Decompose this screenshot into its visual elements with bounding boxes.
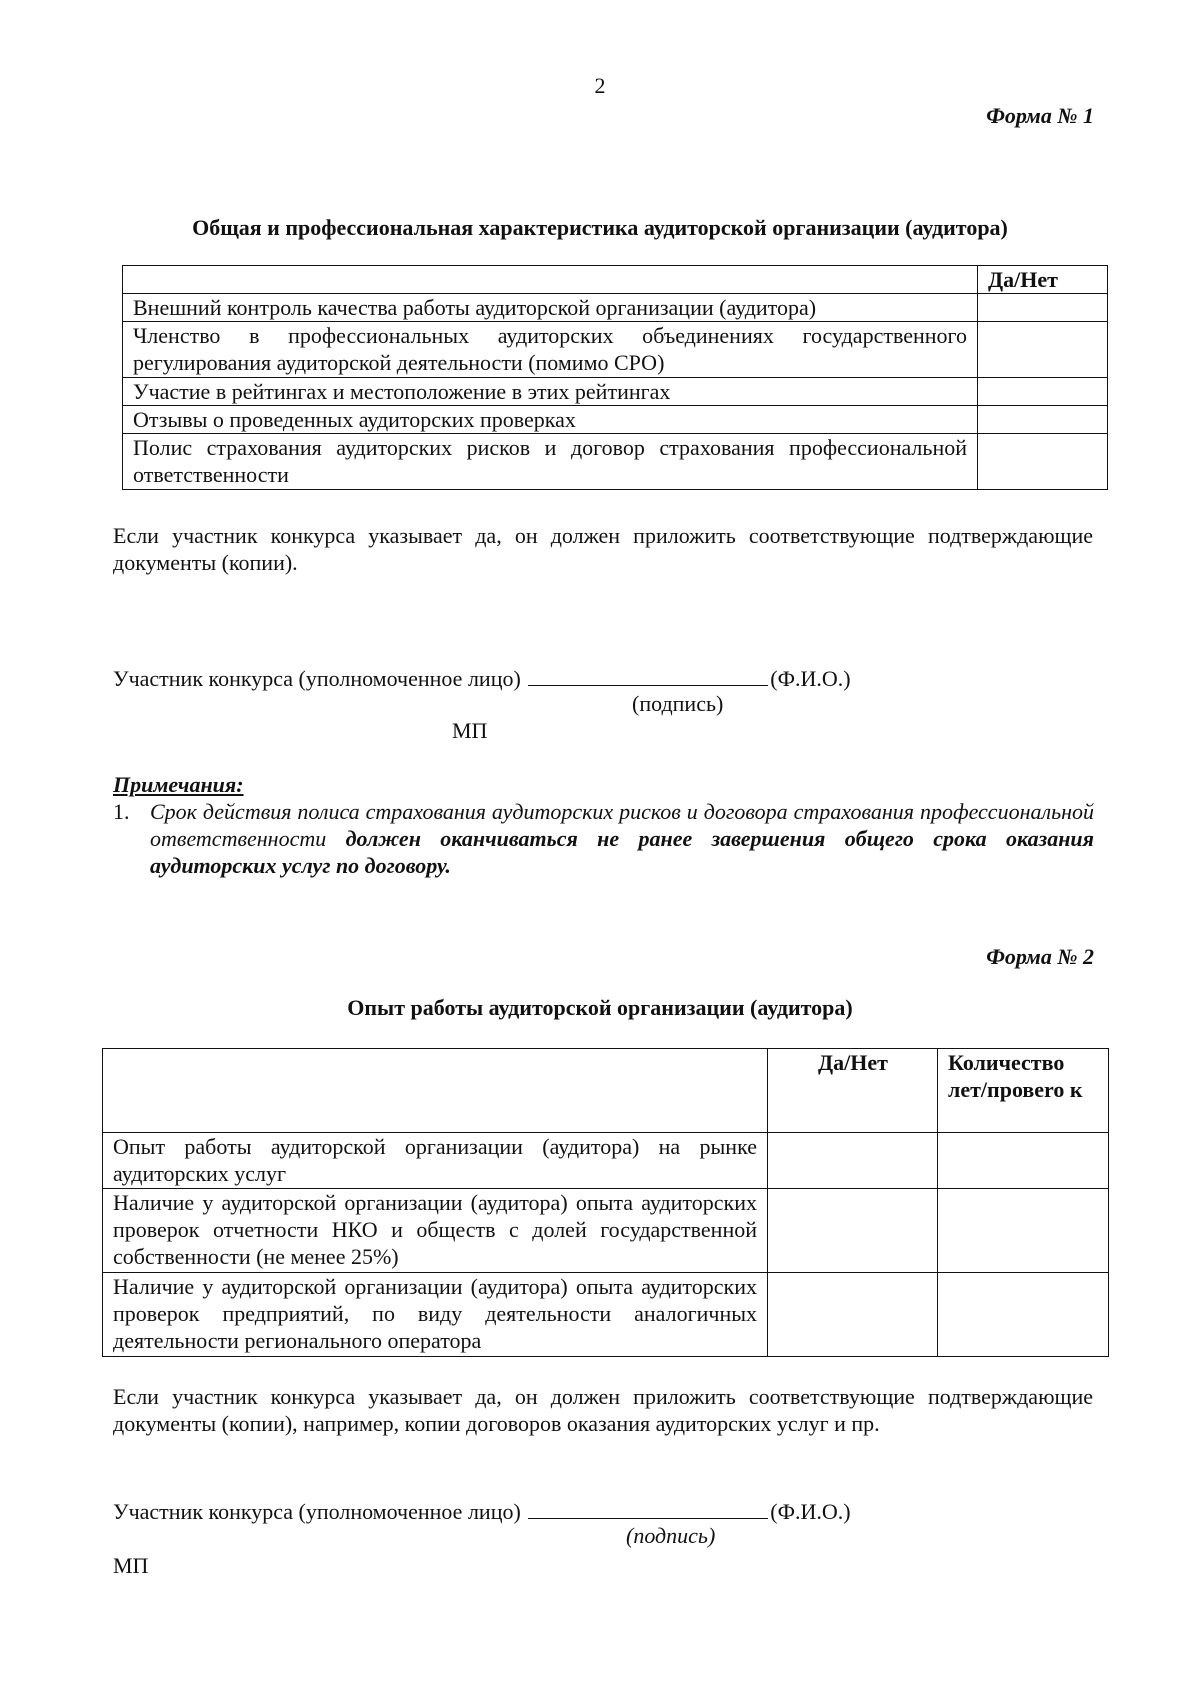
signature-prefix: Участник конкурса (уполномоченное лицо) xyxy=(113,1499,521,1524)
row-yes-no-cell[interactable] xyxy=(978,434,1108,490)
row-count-cell[interactable] xyxy=(938,1273,1109,1357)
form1-table xyxy=(122,265,1108,490)
form2-stamp: МП xyxy=(113,1553,149,1578)
row-text: Отзывы о проведенных аудиторских проверках xyxy=(123,406,978,434)
row-yes-no-cell[interactable] xyxy=(768,1273,938,1357)
form1-title: Общая и профессиональная характеристика аудиторской организации (аудитора) xyxy=(192,215,1008,240)
row-text: Участие в рейтингах и местоположение в этих рейтингах xyxy=(123,378,978,406)
signature-suffix: (Ф.И.О.) xyxy=(770,1499,851,1524)
remarks-heading: Примечания: xyxy=(113,772,244,797)
signature-blank[interactable] xyxy=(528,1496,768,1519)
remark-bold-text: должен оканчиваться не ранее завершения общего срока оказания аудиторских услуг по договору. xyxy=(150,826,1094,878)
signature-prefix: Участник конкурса (уполномоченное лицо) xyxy=(113,666,521,691)
form2-signature-caption: (подпись) xyxy=(626,1523,716,1548)
row-yes-no-cell[interactable] xyxy=(768,1189,938,1273)
table-header-row xyxy=(123,266,1108,294)
table-row xyxy=(123,434,1108,490)
row-yes-no-cell[interactable] xyxy=(978,294,1108,322)
form1-signature-line xyxy=(113,663,1093,692)
signature-blank[interactable] xyxy=(528,663,768,686)
page-number: 2 xyxy=(594,73,606,98)
signature-suffix: (Ф.И.О.) xyxy=(770,666,851,691)
form1-stamp: МП xyxy=(452,718,488,743)
form2-signature-line xyxy=(113,1496,1093,1525)
row-yes-no-cell[interactable] xyxy=(978,406,1108,434)
table-row xyxy=(103,1273,1109,1357)
table-header-yes-no: Да/Нет xyxy=(978,266,1108,294)
form2-table xyxy=(102,1048,1109,1357)
row-yes-no-cell[interactable] xyxy=(978,378,1108,406)
row-text: Наличие у аудиторской организации (аудитора) опыта аудиторских проверок отчетности НКО и обществ с долей государственной собственности (не менее 25%) xyxy=(103,1189,768,1273)
table-header-empty xyxy=(123,266,978,294)
table-row xyxy=(123,406,1108,434)
table-row xyxy=(123,294,1108,322)
table-row xyxy=(123,378,1108,406)
row-count-cell[interactable] xyxy=(938,1189,1109,1273)
form1-label: Форма № 1 xyxy=(986,103,1094,128)
row-text: Наличие у аудиторской организации (аудитора) опыта аудиторских проверок предприятий, по виду деятельности аналогичных деятельности регионального оператора xyxy=(103,1273,768,1357)
row-count-cell[interactable] xyxy=(938,1133,1109,1189)
table-header-empty xyxy=(103,1049,768,1133)
row-yes-no-cell[interactable] xyxy=(768,1133,938,1189)
remark-number: 1. xyxy=(113,799,130,824)
row-text: Полис страхования аудиторских рисков и договор страхования профессиональной ответственности xyxy=(123,434,978,490)
row-text: Членство в профессиональных аудиторских объединениях государственного регулирования аудиторской деятельности (помимо СРО) xyxy=(123,322,978,378)
remark-item xyxy=(150,798,1094,879)
form1-signature-caption: (подпись) xyxy=(632,691,724,716)
form2-label: Форма № 2 xyxy=(986,944,1094,969)
remark-italic-text: Срок действия полиса страхования аудиторских рисков и договора страхования профессиональной ответственности xyxy=(150,799,1094,851)
table-header-yes-no: Да/Нет xyxy=(768,1049,938,1133)
table-row xyxy=(123,322,1108,378)
row-text: Внешний контроль качества работы аудиторской организации (аудитора) xyxy=(123,294,978,322)
table-header-count: Количество лет/провero к xyxy=(938,1049,1109,1133)
table-header-row xyxy=(103,1049,1109,1133)
form2-note: Если участник конкурса указывает да, он должен приложить соответствующие подтверждающие документы (копии), например, копии договоров оказания аудиторских услуг и пр. xyxy=(113,1384,1093,1436)
form1-note: Если участник конкурса указывает да, он должен приложить соответствующие подтверждающие документы (копии). xyxy=(113,523,1093,575)
form2-title: Опыт работы аудиторской организации (аудитора) xyxy=(347,995,853,1020)
row-text: Опыт работы аудиторской организации (аудитора) на рынке аудиторских услуг xyxy=(103,1133,768,1189)
table-row xyxy=(103,1133,1109,1189)
table-row xyxy=(103,1189,1109,1273)
row-yes-no-cell[interactable] xyxy=(978,322,1108,378)
